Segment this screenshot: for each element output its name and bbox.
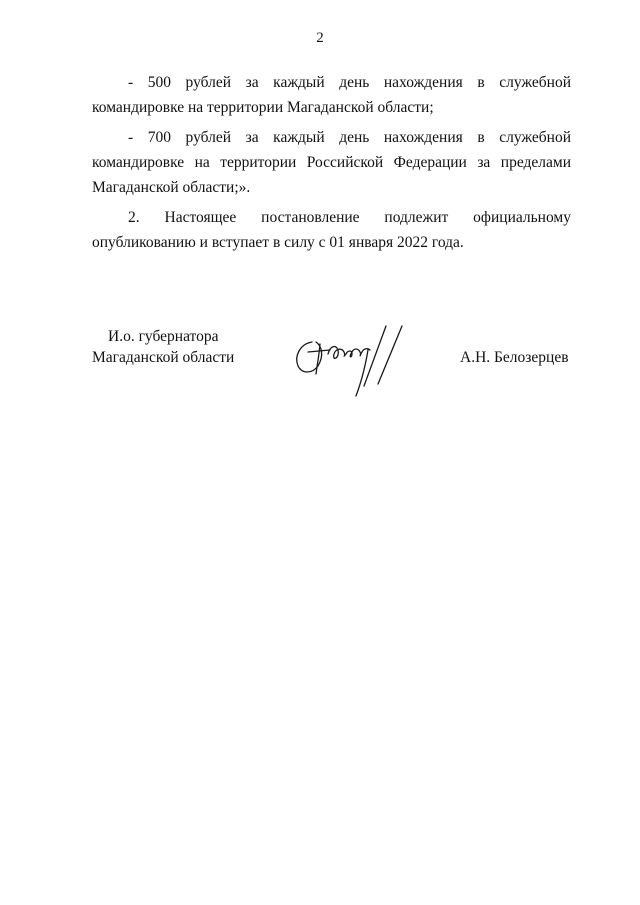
handwritten-signature (290, 322, 430, 402)
signature-block (0, 322, 640, 412)
paragraph-publication: 2. Настоящее постановление подлежит официальному опубликованию и вступает в силу с 01 января 2022 года. (92, 209, 571, 251)
signer-name: А.Н. Белозерцев (460, 349, 569, 366)
signer-region: Магаданской области (92, 349, 235, 366)
paragraph-500-rub: - 500 рублей за каждый день нахождения в служебной командировке на территории Магаданской области; (92, 74, 571, 116)
signer-title (92, 326, 234, 368)
paragraph-700-rub: - 700 рублей за каждый день нахождения в служебной командировке на территории Российской Федерации за пределами Магаданской области;». (92, 129, 571, 196)
document-body (92, 70, 571, 260)
page-number: 2 (316, 30, 324, 46)
signer-position: И.о. губернатора (108, 328, 219, 345)
